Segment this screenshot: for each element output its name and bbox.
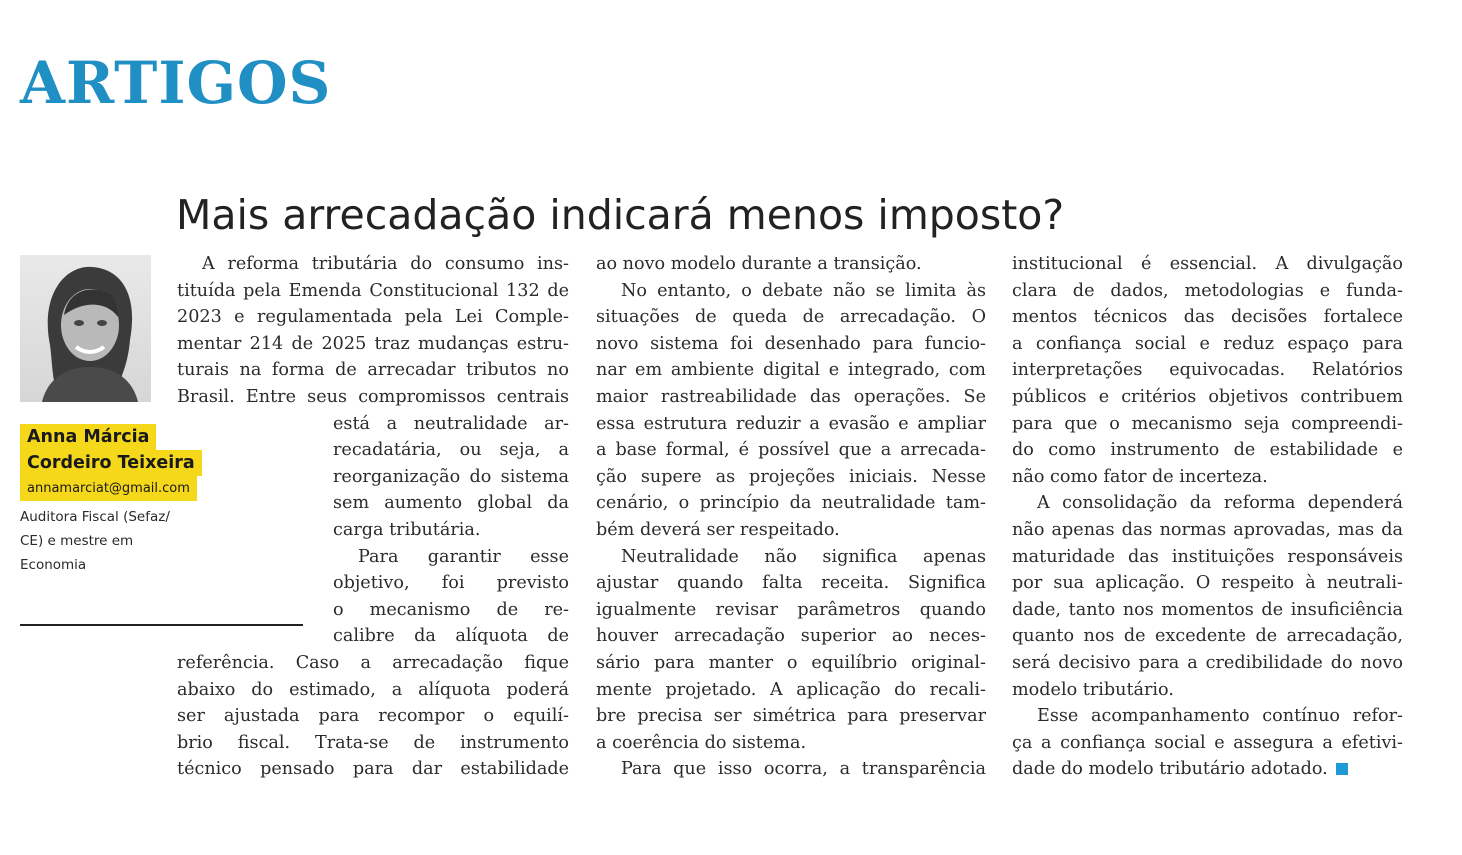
body-line: referência. Caso a arrecadação fique (177, 653, 569, 673)
body-line: ção supere as projeções iniciais. Nesse (596, 466, 986, 487)
body-line: mente projetado. A aplicação do recali- (596, 679, 986, 700)
body-line: essa estrutura reduzir a evasão e ampliar (596, 413, 986, 434)
body-line: novo sistema foi desenhado para funcio- (596, 333, 986, 354)
end-of-article-mark (1336, 763, 1348, 775)
body-line: A reforma tributária do consumo ins- (202, 254, 569, 274)
body-line: ajustar quando falta receita. Significa (596, 573, 986, 594)
body-line: do como instrumento de estabilidade e (1012, 440, 1403, 461)
body-line: ça a confiança social e assegura a efetivi- (1012, 732, 1403, 753)
article-headline: Mais arrecadação indicará menos imposto? (176, 191, 1065, 239)
body-line: a base formal, é possível que a arrecada- (596, 440, 986, 461)
author-name-line-2: Cordeiro Teixeira (20, 450, 202, 476)
body-line: Esse acompanhamento contínuo refor- (1037, 706, 1403, 727)
body-line-text: dade do modelo tributário adotado. (1012, 759, 1328, 780)
body-line: sário para manter o equilíbrio original- (596, 653, 986, 673)
body-line: cenário, o princípio da neutralidade tam- (596, 493, 986, 514)
author-divider (20, 624, 303, 626)
body-line: houver arrecadação superior ao neces- (596, 626, 986, 647)
body-line: dade, tanto nos momentos de insuficiência (1012, 599, 1403, 620)
body-line: ser ajustada para recompor o equilí- (177, 706, 569, 727)
body-line: maturidade das instituições responsáveis (1012, 546, 1403, 567)
body-line: maior rastreabilidade das operações. Se (596, 387, 986, 407)
body-line: bre precisa ser simétrica para preservar (596, 706, 986, 727)
author-photo (20, 255, 151, 402)
body-line: quanto nos de excedente de arrecadação, (1012, 626, 1403, 647)
body-line: turais na forma de arrecadar tributos no (177, 360, 569, 381)
body-line: 2023 e regulamentada pela Lei Comple- (177, 307, 569, 328)
body-line: mentar 214 de 2025 traz mudanças estru- (177, 333, 569, 354)
body-line: Para que isso ocorra, a transparência (621, 759, 986, 780)
body-line: situações de queda de arrecadação. O (596, 307, 986, 328)
body-line: reorganização do sistema (333, 466, 569, 487)
body-line: institucional é essencial. A divulgação (1012, 254, 1403, 274)
author-bio-line: CE) e mestre em (20, 533, 134, 549)
body-line: mentos técnicos das decisões fortalece (1012, 307, 1403, 328)
body-line: será decisivo para a credibilidade do novo (1012, 653, 1403, 673)
author-bio-line: Auditora Fiscal (Sefaz/ (20, 509, 170, 525)
body-line: a coerência do sistema. (596, 732, 807, 753)
body-line: públicos e critérios objetivos contribuem (1012, 387, 1403, 407)
body-line: por sua aplicação. O respeito à neutrali- (1012, 573, 1403, 594)
body-line: para que o mecanismo seja compreendi- (1012, 413, 1403, 434)
body-line (1012, 756, 1403, 783)
author-email[interactable]: annamarciat@gmail.com (20, 476, 197, 501)
body-line: No entanto, o debate não se limita às (621, 280, 986, 301)
author-bio-line: Economia (20, 557, 87, 573)
body-line: bém deverá ser respeitado. (596, 520, 840, 540)
body-line: calibre da alíquota de (333, 626, 569, 647)
body-line: objetivo, foi previsto (333, 573, 569, 594)
author-name-line-1: Anna Márcia (20, 424, 156, 450)
body-line: brio fiscal. Trata-se de instrumento (177, 732, 569, 753)
body-line: clara de dados, metodologias e funda- (1012, 280, 1403, 301)
body-line: Neutralidade não significa apenas (621, 546, 986, 567)
body-line: técnico pensado para dar estabilidade (177, 759, 569, 780)
body-line: igualmente revisar parâmetros quando (596, 599, 986, 620)
body-line: tituída pela Emenda Constitucional 132 de (177, 280, 569, 301)
body-line: interpretações equivocadas. Relatórios (1012, 360, 1403, 381)
body-line: ao novo modelo durante a transição. (596, 254, 922, 274)
body-line: sem aumento global da (333, 493, 569, 514)
body-line: recadatária, ou seja, a (333, 440, 569, 461)
body-line: nar em ambiente digital e integrado, com (596, 360, 986, 381)
body-line: A consolidação da reforma dependerá (1037, 493, 1403, 514)
body-line: modelo tributário. (1012, 679, 1174, 700)
body-line: abaixo do estimado, a alíquota poderá (177, 679, 569, 700)
body-line: Brasil. Entre seus compromissos centrais (177, 387, 569, 407)
body-line: a confiança social e reduz espaço para (1012, 333, 1403, 354)
body-line: Para garantir esse (358, 546, 569, 567)
body-line: não apenas das normas aprovadas, mas da (1012, 520, 1403, 540)
body-line: não como fator de incerteza. (1012, 466, 1268, 487)
body-line: está a neutralidade ar- (333, 413, 569, 434)
body-line: o mecanismo de re- (333, 599, 569, 620)
section-label: ARTIGOS (20, 49, 332, 117)
body-line: carga tributária. (333, 520, 481, 540)
